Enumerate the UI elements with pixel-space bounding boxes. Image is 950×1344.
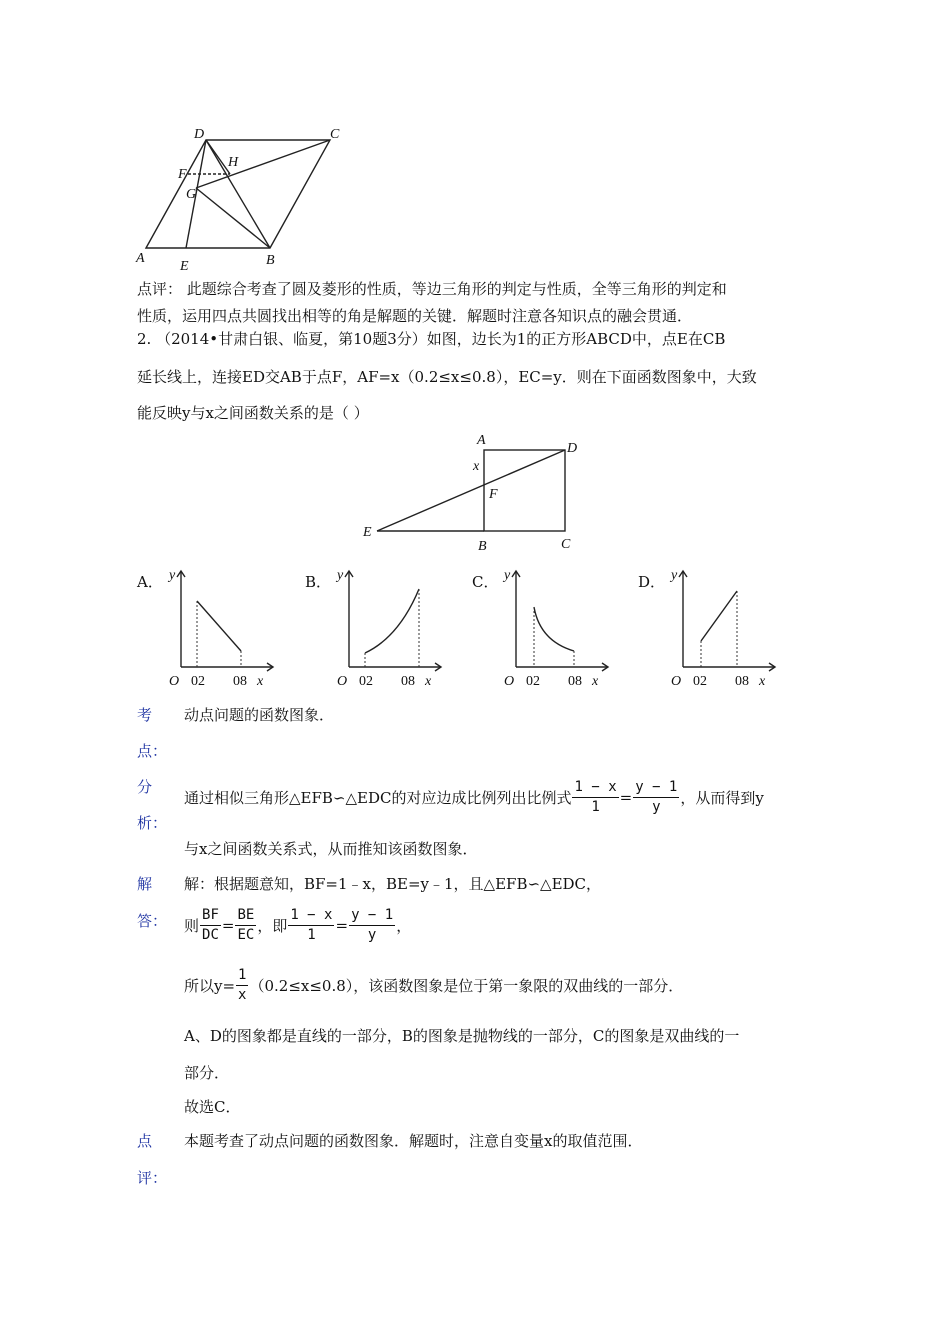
axis-y: y [169, 568, 176, 583]
fenxi-label-1: 分 [137, 778, 153, 796]
tick-08: 08 [401, 674, 415, 689]
review1-line1: 点评： 此题综合考查了圆及菱形的性质，等边三角形的判定与性质，全等三角形的判定和 [137, 280, 727, 298]
tick-02: 02 [526, 674, 540, 689]
axis-origin: O [671, 674, 682, 689]
label-F: F [178, 167, 187, 182]
label-A: A [477, 433, 486, 448]
equals-sign: = [221, 916, 235, 935]
fraction-1-x: $\frac{1 - x}{1}$ [290, 907, 333, 943]
label-G: G [186, 187, 197, 202]
figure-square [355, 428, 595, 556]
review1-line2: 性质，运用四点共圆找出相等的角是解题的关键．解题时注意各知识点的融会贯通． [137, 307, 693, 325]
option-c-label[interactable]: C． [472, 573, 499, 591]
tick-08: 08 [735, 674, 749, 689]
jieda-line3 [184, 966, 683, 1005]
comma: ， [396, 917, 412, 935]
fenxi-line1 [184, 778, 764, 817]
label-C: C [561, 537, 571, 552]
fenxi-text-post: ，从而得到y [680, 789, 764, 807]
axis-x: x [425, 674, 432, 689]
option-d-label[interactable]: D． [638, 573, 666, 591]
label-E: E [180, 259, 189, 274]
jieda-suoyi: 所以y= [184, 977, 236, 995]
tick-08: 08 [568, 674, 582, 689]
label-A: A [136, 251, 145, 266]
fraction-1-over-x: $\frac{1}{x}$ [238, 967, 247, 1003]
question2-line2: 延长线上，连接ED交AB于点F，AF=x（0.2≤x≤0.8），EC=y．则在下面函数图象中，大致 [137, 368, 757, 386]
axis-origin: O [169, 674, 180, 689]
tick-02: 02 [693, 674, 707, 689]
fenxi-label-2: 析： [137, 814, 168, 832]
label-H: H [228, 155, 239, 170]
label-F: F [489, 487, 498, 502]
option-b-label[interactable]: B． [305, 573, 332, 591]
dianping-label-1: 点 [137, 1132, 153, 1150]
jieda-line6: 故选C． [184, 1098, 241, 1116]
axis-y: y [504, 568, 511, 583]
jieda-label-2: 答： [137, 912, 168, 930]
dianping-text: 本题考查了动点问题的函数图象．解题时，注意自变量x的取值范围． [184, 1132, 643, 1150]
jieda-label-1: 解 [137, 875, 153, 893]
axis-origin: O [337, 674, 348, 689]
fraction-be-ec: $\frac{BE}{EC}$ [237, 907, 255, 943]
fenxi-text-pre: 通过相似三角形△EFB∽△EDC的对应边成比例列出比例式 [184, 789, 572, 807]
label-B: B [266, 253, 275, 268]
fenxi-fraction-1: $\frac{1 - x}{1}$ [574, 779, 617, 815]
label-C: C [330, 127, 340, 142]
label-D: D [567, 441, 578, 456]
tick-02: 02 [191, 674, 205, 689]
question2-line3: 能反映y与x之间函数关系的是（ ） [137, 404, 369, 422]
fraction-y-1: $\frac{y - 1}{y}$ [351, 907, 394, 943]
label-B: B [478, 539, 487, 554]
axis-x: x [759, 674, 766, 689]
kaodian-label-2: 点： [137, 742, 168, 760]
label-E: E [363, 525, 372, 540]
axis-y: y [671, 568, 678, 583]
kaodian-label-1: 考 [137, 706, 153, 724]
label-D: D [194, 127, 205, 142]
equals-sign: = [619, 788, 633, 807]
fenxi-line2: 与x之间函数关系式，从而推知该函数图象． [184, 840, 478, 858]
option-b-graph[interactable] [333, 565, 448, 690]
equals-sign: = [335, 916, 349, 935]
option-a-label[interactable]: A． [137, 573, 163, 591]
figure-rhombus [130, 120, 360, 280]
question2-line1: 2. （2014•甘肃白银、临夏，第10题3分）如图，边长为1的正方形ABCD中，点E在CB [137, 330, 726, 348]
jieda-line5: 部分． [184, 1064, 230, 1082]
jieda-ji: ，即 [257, 917, 288, 935]
fenxi-fraction-2: $\frac{y - 1}{y}$ [635, 779, 678, 815]
axis-y: y [337, 568, 344, 583]
fraction-bf-dc: $\frac{BF}{DC}$ [202, 907, 219, 943]
tick-08: 08 [233, 674, 247, 689]
jieda-line1: 解：根据题意知，BF=1﹣x，BE=y﹣1，且△EFB∽△EDC， [184, 875, 602, 893]
label-x: x [473, 459, 480, 474]
axis-x: x [592, 674, 599, 689]
axis-origin: O [504, 674, 515, 689]
jieda-line4: A、D的图象都是直线的一部分，B的图象是抛物线的一部分，C的图象是双曲线的一 [184, 1027, 740, 1045]
option-a-graph[interactable] [165, 565, 280, 690]
option-c-graph[interactable] [500, 565, 615, 690]
axis-x: x [257, 674, 264, 689]
jieda-ze: 则 [184, 917, 200, 935]
kaodian-text: 动点问题的函数图象． [184, 706, 335, 724]
jieda-line2 [184, 906, 411, 945]
option-d-graph[interactable] [667, 565, 782, 690]
dianping-label-2: 评： [137, 1169, 168, 1187]
tick-02: 02 [359, 674, 373, 689]
jieda-line3-post: （0.2≤x≤0.8），该函数图象是位于第一象限的双曲线的一部分． [249, 977, 684, 995]
